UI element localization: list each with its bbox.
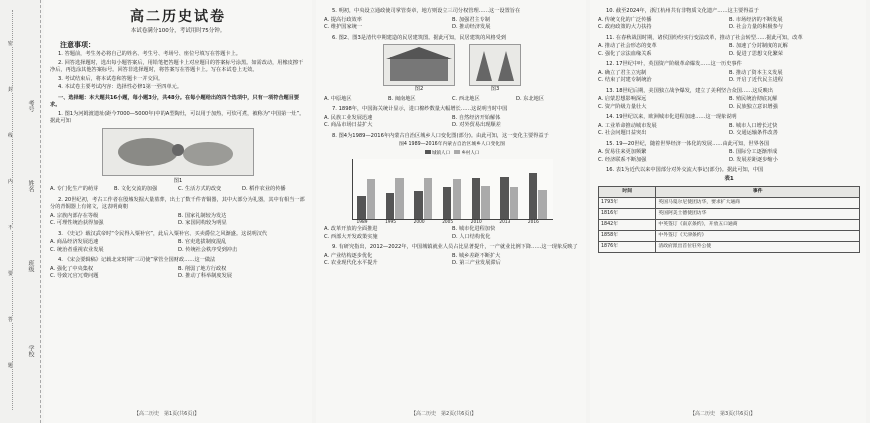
q1-options [50,186,306,194]
question-11: 11. 在春秋战国时期，诸侯国纷纷实行变法改革，推动了社会转型……据此可知，改革 [606,34,803,41]
table-cell: 1816年 [599,209,656,220]
label-exam-number: 考号 [27,100,34,112]
option[interactable]: B. 官吏选拔制度混乱 [178,239,227,245]
question-13: 13. 18世纪后期，美国独立战争爆发，建立了美利坚合众国……这反映出 [606,87,773,94]
option[interactable]: D. 第三产业发展滞后 [452,260,501,266]
option[interactable]: B. 国际分工逐渐形成 [729,149,778,155]
x-tick-label: 1989 [356,219,368,225]
table-cell: 1876年 [599,242,656,253]
q12-options [598,70,860,85]
seal-char: 题 [8,363,14,369]
option[interactable]: A. 宗族内部存在等级 [50,212,99,219]
option[interactable]: B. 闽南地区 [388,95,416,102]
option[interactable]: D. 稻作农业的传播 [242,186,286,192]
question-14: 14. 19世纪以来，欧洲城市化进程加速……这一现象说明 [606,114,737,120]
option[interactable]: C. 经济联系不断加强 [598,156,647,163]
option[interactable]: B. 加强君主专制 [452,16,490,23]
option[interactable]: B. 城市化进程加快 [452,226,496,232]
option[interactable]: C. 社会问题日益突出 [598,130,647,136]
page-3-footer: 【高二历史 第3页(共6页)】 [690,411,756,417]
page-1-footer: 【高二历史 第1页(共6页)】 [134,411,200,417]
question-10: 10. 截至2024年，浙江杭州共有非物质文化遗产……这主要得益于 [606,8,759,14]
option[interactable]: C. 西北地区 [452,95,480,102]
option[interactable]: B. 市场经济的不断发展 [729,16,783,23]
seal-char: 答 [8,317,14,323]
question-1: 1. 图1为河姆渡遗址(距今7000—5000年)中的A型陶灶，可以用于加热，可炊可煮，被称为“中国第一灶”。据此可知 [50,110,305,124]
option[interactable]: C. 政府政策的大力扶持 [598,24,652,30]
chart-bar [414,191,423,219]
question-5: 5. 明初，中央设立通政使司掌管奏章，地方则设立三司分权管理……这一设置旨在 [332,8,521,14]
section-heading: 一、选择题：本大题共16小题，每小题3分，共48分。在每小题给出的四个选项中，只有一项符合题目要求。 [50,94,300,108]
option[interactable]: D. 发展差距逐步缩小 [729,156,778,163]
table-cell: 清政府派出首位驻外公使 [656,242,860,253]
q7-options [324,115,580,130]
chart-bar [367,179,376,220]
option[interactable]: B. 国家礼制较为发达 [178,212,227,219]
table-row [599,198,860,209]
option[interactable]: A. 专门化生产的萌芽 [50,186,99,192]
option[interactable]: A. 确立了君主立宪制 [598,69,647,76]
chart-bar [500,177,509,219]
option[interactable]: B. 削弱了地方行政权 [178,265,227,272]
option[interactable]: A. 传统文化的广泛传播 [598,16,652,23]
figure-3-building-photo [469,44,521,86]
building-image [472,47,518,83]
notice-item: 4. 本试卷主要考试内容：选择性必修1第一至四单元。 [58,84,183,90]
table-cell: 英国马戛尔尼使团访华，要求扩大通商 [656,198,860,209]
chart-bar [510,187,519,219]
option[interactable]: D. 民族独立意识增强 [729,103,778,110]
option[interactable]: D. 东北地区 [516,95,545,102]
option[interactable]: C. 可理性统治获得加强 [50,220,104,226]
option[interactable]: B. 城乡差距不断扩大 [452,252,501,259]
option[interactable]: D. 人口结构优化 [452,233,491,240]
x-tick-label: 2013 [499,219,511,225]
option[interactable]: A. 商品经济发展迅速 [50,239,99,245]
chart-bar [424,178,433,219]
x-tick-label: 2016 [527,219,539,225]
label-name: 姓名 [27,180,34,192]
option[interactable]: C. 导致冗官冗费问题 [50,273,99,279]
legend-urban: 城镇人口 [432,150,450,156]
table-cell: 1793年 [599,198,656,209]
option[interactable]: D. 促进了思想文化繁荣 [729,50,783,57]
pottery-stove-image [108,132,248,172]
table-cell: 中外签订《天津条约》 [656,231,860,242]
table-cell: 1842年 [599,220,656,231]
option[interactable]: D. 开启了近代民主进程 [729,77,783,83]
chart-bar [538,190,547,219]
column-header: 事件 [656,187,860,198]
q15-options [598,149,860,164]
question-6: 6. 图2、图3是清代中期建造的民居建筑图。据此可知，民居建筑的风格受到 [332,34,507,41]
chart-bar [443,187,452,219]
seal-char: 不 [8,225,14,231]
option[interactable]: A. 改革开放的全面推进 [324,226,378,232]
option[interactable]: A. 工业革命推动城市发展 [598,122,657,129]
page-1 [44,0,312,423]
option[interactable]: C. 农业现代化水平提升 [324,260,378,266]
option[interactable]: C. 维护国家统一 [324,24,363,30]
option[interactable]: B. 推动了资本主义发展 [729,69,783,76]
option[interactable]: D. 对外贸易出现顺差 [452,122,501,128]
chart-bar [472,178,481,219]
exam-subtitle: 本试卷满分100分，考试用时75分钟。 [130,28,226,34]
table-row [599,209,860,220]
question-4: 4. 《宋会要辑稿》记载北宋时期“三司使”掌管全国财政……这一做法 [58,257,216,263]
question-15: 15. 19—20世纪，随着世界经济一体化的发展……由此可知，世界各国 [606,140,770,147]
option[interactable]: C. 资产阶级力量壮大 [598,103,647,110]
table-cell: 1858年 [599,231,656,242]
option[interactable]: C. 强化了宗法血缘关系 [598,50,652,57]
label-class: 班级 [27,260,34,272]
chart-bar [481,186,490,219]
option[interactable]: A. 启蒙思想影响深远 [598,96,647,102]
option[interactable]: C. 商品市场日益扩大 [324,122,373,128]
option[interactable]: B. 文化交流的加强 [114,186,158,192]
option[interactable]: C. 生活方式的改变 [178,186,222,192]
question-16: 16. 表1为近代以来中国部分对外交流大事记(部分)。据此可知，中国 [606,167,764,173]
table-cell: 英国阿美士德使团访华 [656,209,860,220]
table-cell: 中英签订《南京条约》，开放五口通商 [656,220,860,231]
page-2-footer: 【高二历史 第2页(共6页)】 [411,411,477,417]
q3-options [50,239,306,254]
q9-options [324,253,580,268]
chart-title: 图4 1989—2016年内蒙古自治区城乡人口变化图 [399,142,505,147]
option[interactable]: A. 民族工业发展迅速 [324,114,373,121]
option[interactable]: D. 推动经济发展 [452,24,491,30]
chart-bar [357,196,366,219]
option[interactable]: D. 交通运输条件改善 [729,130,778,136]
option[interactable]: B. 殖民统治彻底瓦解 [729,96,778,102]
building-image [386,47,452,83]
page-2 [316,0,586,423]
question-7: 7. 1898年，中国海关统计显示，进口棉纱数量大幅增长……这说明当时中国 [332,106,508,112]
notice-item: 3. 考试结束后，将本试卷和答题卡一并交回。 [58,75,164,82]
figure-2-caption: 图2 [414,86,424,92]
table-row [599,220,860,231]
q8-options [324,226,580,241]
question-12: 12. 17世纪中叶，英国资产阶级革命爆发……这一历史事件 [606,61,742,67]
notice-heading: 注意事项： [60,40,95,49]
x-tick-label: 2010 [470,219,482,225]
chart-bar [453,179,462,219]
question-8: 8. 图4为1989—2016年内蒙古自治区城乡人口变化图(部分)。由此可知，这一变化主要得益于 [332,132,549,139]
legend-rural: 乡村人口 [461,150,480,156]
option[interactable]: B. 城市人口增长过快 [729,122,778,129]
option[interactable]: D. 传统社会秩序受到冲击 [178,246,238,253]
seal-line [12,10,13,410]
x-tick-label: 1995 [385,219,396,225]
option[interactable]: D. 家国同构较为明显 [178,220,227,226]
table-title: 表1 [724,175,734,182]
chart-legend [324,150,580,158]
question-3: 3. 《史记》载汉武帝时“令民得入粟补官”，此后入粟补官、买卖爵位之风渐盛。这说明汉代 [58,230,268,237]
q14-options [598,123,860,138]
binding-margin [0,0,41,423]
table-row [599,231,860,242]
notice-item: 2. 回答选择题时，选出每小题答案后，用铅笔把答题卡上对应题目的答案标号涂黑。如需改动，用橡皮擦干净后，再选涂其他答案标号。回答非选择题时，将答案写在答题卡上。写在本试卷上无效。 [50,59,304,73]
seal-char: 内 [8,179,14,185]
question-2: 2. 20世纪初，考古工作者在殷墟发掘大量墓葬，出土了数千件青铜器，其中大部分为礼器，其中有相当一部分的青铜器上有铭文，这表明商朝 [50,196,305,210]
table-row [599,242,860,253]
q5-options [324,17,580,32]
option[interactable]: D. 推动了科举制度发展 [178,273,232,279]
option[interactable]: C. 西部大开发政策实施 [324,233,378,240]
notice-item: 1. 答题前，考生务必将自己的姓名、考生号、考场号、座位号填写在答题卡上。 [58,51,241,57]
chart-bar [529,173,538,219]
population-bar-chart [352,159,553,225]
option[interactable]: A. 推动了社会形态的变革 [598,43,657,49]
option[interactable]: D. 社会力量的积极参与 [729,24,783,30]
q4-options [50,266,306,281]
x-tick-label: 2005 [442,219,454,225]
option[interactable]: C. 统治者重视农业发展 [50,246,104,253]
exam-title: 高二历史试卷 [130,9,226,25]
figure-1-pottery [102,128,254,176]
seal-char: 线 [8,133,14,139]
chart-bar [386,193,395,219]
figure-2-building-photo [383,44,455,86]
x-tick-label: 2000 [413,219,425,225]
option[interactable]: A. 产业结构逐步优化 [324,252,373,259]
table-header-row [599,187,860,198]
seal-char: 封 [8,87,14,93]
option[interactable]: A. 贸易往来更加频繁 [598,149,647,155]
question-9: 9. 有研究指出，2012—2022年，中国城镇就业人员占比显著提升，一产就业比例下降……这一现象反映了 [332,244,578,250]
label-school: 学校 [27,345,34,357]
option[interactable]: B. 自然经济开始解体 [452,114,501,121]
seal-char: 要 [8,271,14,277]
option[interactable]: A. 强化了中央集权 [50,265,94,272]
q6-figures [324,44,580,94]
figure-1-caption: 图1 [173,177,183,184]
q10-options [598,17,860,32]
q13-options [598,96,860,111]
seal-char: 密 [8,41,14,47]
q11-options [598,43,860,58]
option[interactable]: A. 提高行政效率 [324,16,362,23]
page-3 [590,0,866,423]
column-header: 时间 [599,187,656,198]
option[interactable]: C. 结束了封建专制统治 [598,77,652,83]
figure-3-caption: 图3 [490,86,500,92]
option[interactable]: B. 加速了分封制度的瓦解 [729,43,788,49]
q2-options [50,213,306,228]
history-events-table [598,186,860,253]
option[interactable]: A. 中原地区 [324,95,352,102]
chart-bar [395,178,404,219]
q6-options [324,96,580,104]
